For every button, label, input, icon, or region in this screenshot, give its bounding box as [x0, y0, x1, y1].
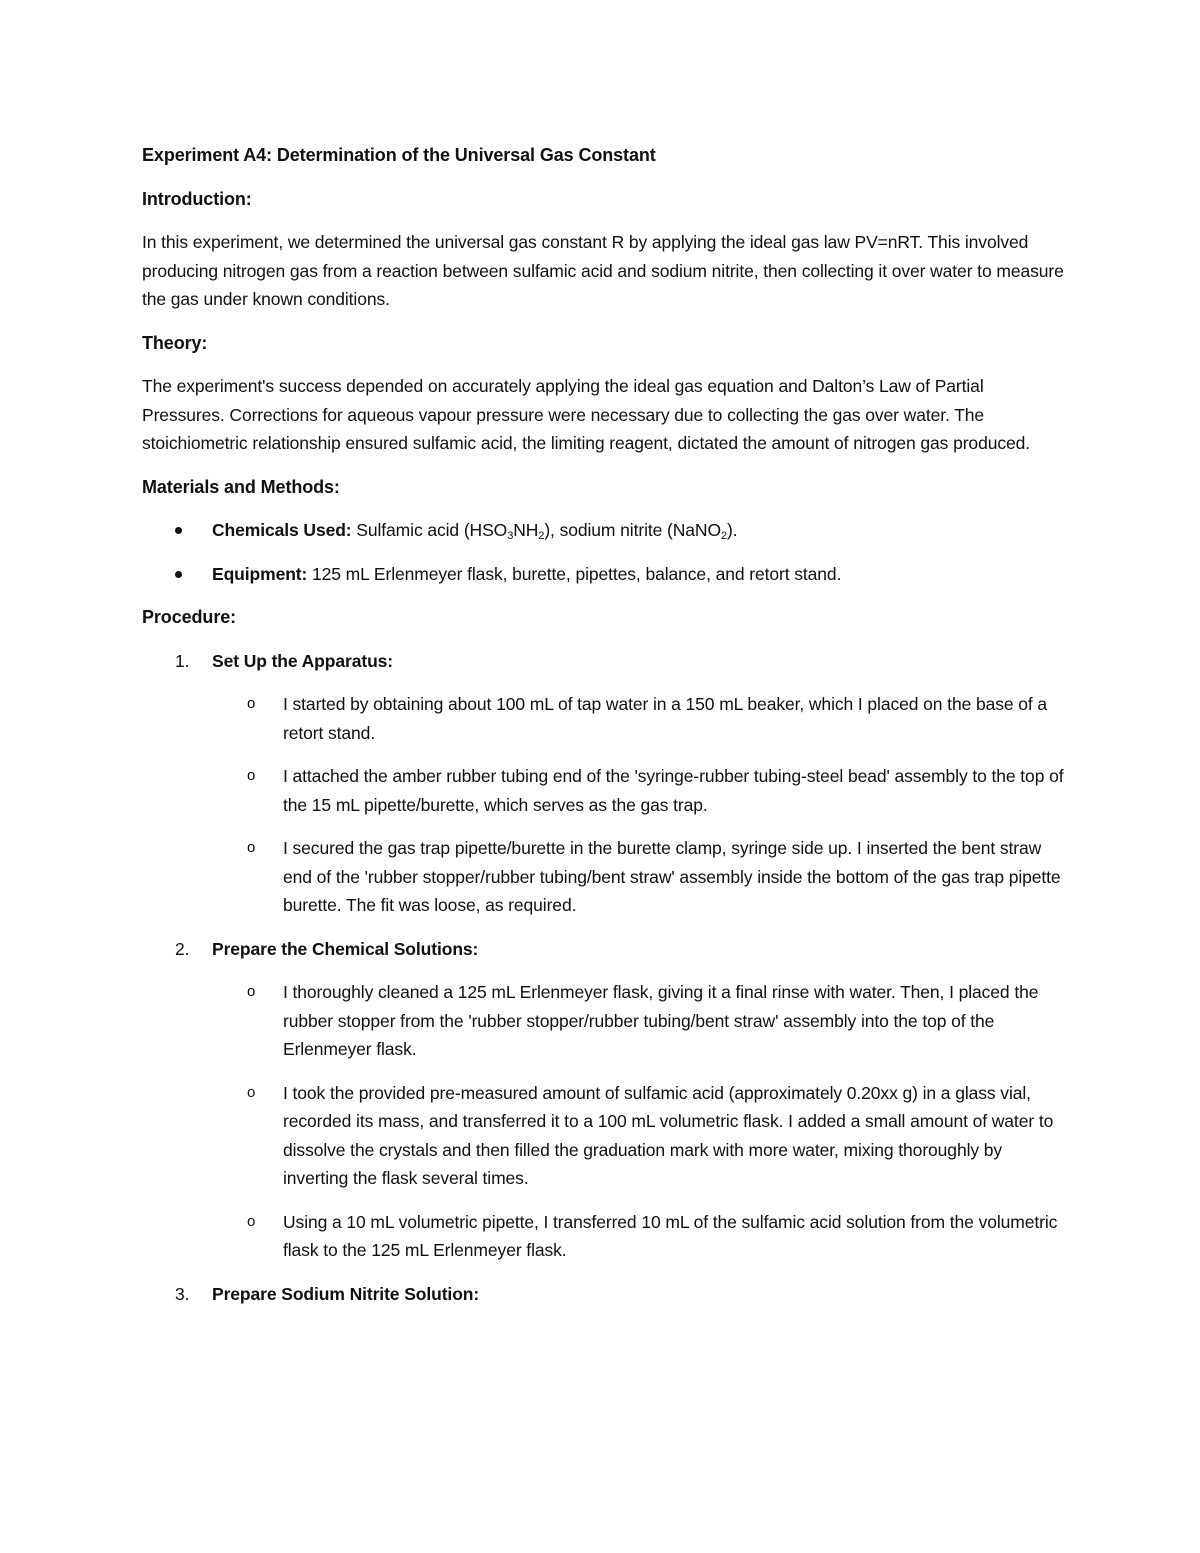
bullet-icon: [175, 571, 182, 578]
chemicals-item: [142, 516, 1067, 545]
equipment-label: Equipment:: [212, 563, 308, 584]
circle-bullet-icon: o: [247, 1083, 256, 1101]
circle-bullet-icon: o: [247, 1212, 256, 1230]
step-item-text: I thoroughly cleaned a 125 mL Erlenmeyer flask, giving it a final rinse with water. Then, I placed the rubber stopper from the 'rubber stopper/rubber tubing/bent straw' assembly into the top of the Erlenmeyer flask.: [283, 982, 1039, 1059]
procedure-step-2: [142, 935, 1067, 1265]
circle-bullet-icon: o: [247, 695, 256, 712]
chemicals-label: Chemicals Used:: [212, 520, 352, 540]
step-1-item-1: [142, 690, 1067, 747]
chemicals-text-2: NH: [513, 520, 539, 540]
circle-bullet-icon: o: [247, 839, 256, 856]
step-2-item-3: [142, 1208, 1067, 1265]
introduction-text: In this experiment, we determined the universal gas constant R by applying the ideal gas law PV=nRT. This involved producing nitrogen gas from a reaction between sulfamic acid and sodium nitrite, then collecting it over water to measure the gas under known conditions.: [142, 232, 1064, 309]
step-item-text: I attached the amber rubber tubing end of the 'syringe-rubber tubing-steel bead' assembly to the top of the 15 mL pipette/burette, which serves as the gas trap.: [283, 766, 1064, 815]
step-item-text: I started by obtaining about 100 mL of tap water in a 150 mL beaker, which I placed on the base of a retort stand.: [283, 694, 1048, 743]
step-3-number: 3.: [175, 1283, 190, 1304]
chemicals-subscript-1: 3: [507, 530, 514, 542]
document-title: Experiment A4: Determination of the Universal Gas Constant: [142, 145, 656, 165]
step-1-item-3: [142, 834, 1067, 920]
procedure-heading: Procedure:: [142, 607, 237, 627]
chemicals-text-1: Sulfamic acid (HSO: [351, 520, 508, 540]
procedure-steps: [142, 647, 1067, 1309]
materials-heading: Materials and Methods:: [142, 476, 340, 497]
theory-text: The experiment's success depended on accurately applying the ideal gas equation and Dalton’s Law of Partial Pressures. Corrections for aqueous vapour pressure were necessary due to collecting the gas over water. The stoichiometric relationship ensured sulfamic acid, the limiting reagent, dictated the amount of nitrogen gas produced.: [142, 376, 1031, 453]
step-1-number: 1.: [175, 650, 190, 671]
step-1-header: [142, 647, 1067, 676]
step-1-item-2: [142, 762, 1067, 819]
materials-list: [142, 516, 1067, 588]
step-3-title: Prepare Sodium Nitrite Solution:: [212, 1283, 480, 1304]
procedure-step-3: [142, 1280, 1067, 1309]
step-2-item-1: [142, 978, 1067, 1064]
chemicals-subscript-3: 2: [720, 530, 727, 542]
equipment-item: [142, 560, 1067, 589]
step-2-header: [142, 935, 1067, 964]
step-2-number: 2.: [175, 938, 190, 959]
bullet-icon: [175, 527, 182, 534]
step-3-header: [142, 1280, 1067, 1309]
step-2-items: [142, 978, 1067, 1265]
procedure-step-1: [142, 647, 1067, 920]
document-body: [142, 141, 1067, 1323]
chemicals-text-4: ).: [727, 520, 738, 540]
chemicals-text-3: ), sodium nitrite (NaNO: [544, 520, 721, 540]
theory-heading: Theory:: [142, 332, 208, 353]
step-item-text: Using a 10 mL volumetric pipette, I transferred 10 mL of the sulfamic acid solution from the volumetric flask to the 125 mL Erlenmeyer flask.: [283, 1211, 1058, 1260]
introduction-heading: Introduction:: [142, 188, 252, 209]
step-2-title: Prepare the Chemical Solutions:: [212, 938, 479, 959]
step-item-text: I secured the gas trap pipette/burette in the burette clamp, syringe side up. I inserted the bent straw end of the 'rubber stopper/rubber tubing/bent straw' assembly inside the bottom of the gas trap pipette burette. The fit was loose, as required.: [283, 838, 1061, 915]
equipment-text: 125 mL Erlenmeyer flask, burette, pipettes, balance, and retort stand.: [307, 563, 842, 584]
step-1-title: Set Up the Apparatus:: [212, 650, 394, 671]
step-item-text: I took the provided pre-measured amount of sulfamic acid (approximately 0.20xx g) in a glass vial, recorded its mass, and transferred it to a 100 mL volumetric flask. I added a small amount of water to dissolve the crystals and then filled the graduation mark with more water, mixing thoroughly by inverting the flask several times.: [283, 1082, 1054, 1188]
step-1-items: [142, 690, 1067, 920]
circle-bullet-icon: o: [247, 983, 256, 1000]
chemicals-subscript-2: 2: [538, 530, 545, 542]
step-2-item-2: [142, 1079, 1067, 1193]
circle-bullet-icon: o: [247, 767, 256, 784]
